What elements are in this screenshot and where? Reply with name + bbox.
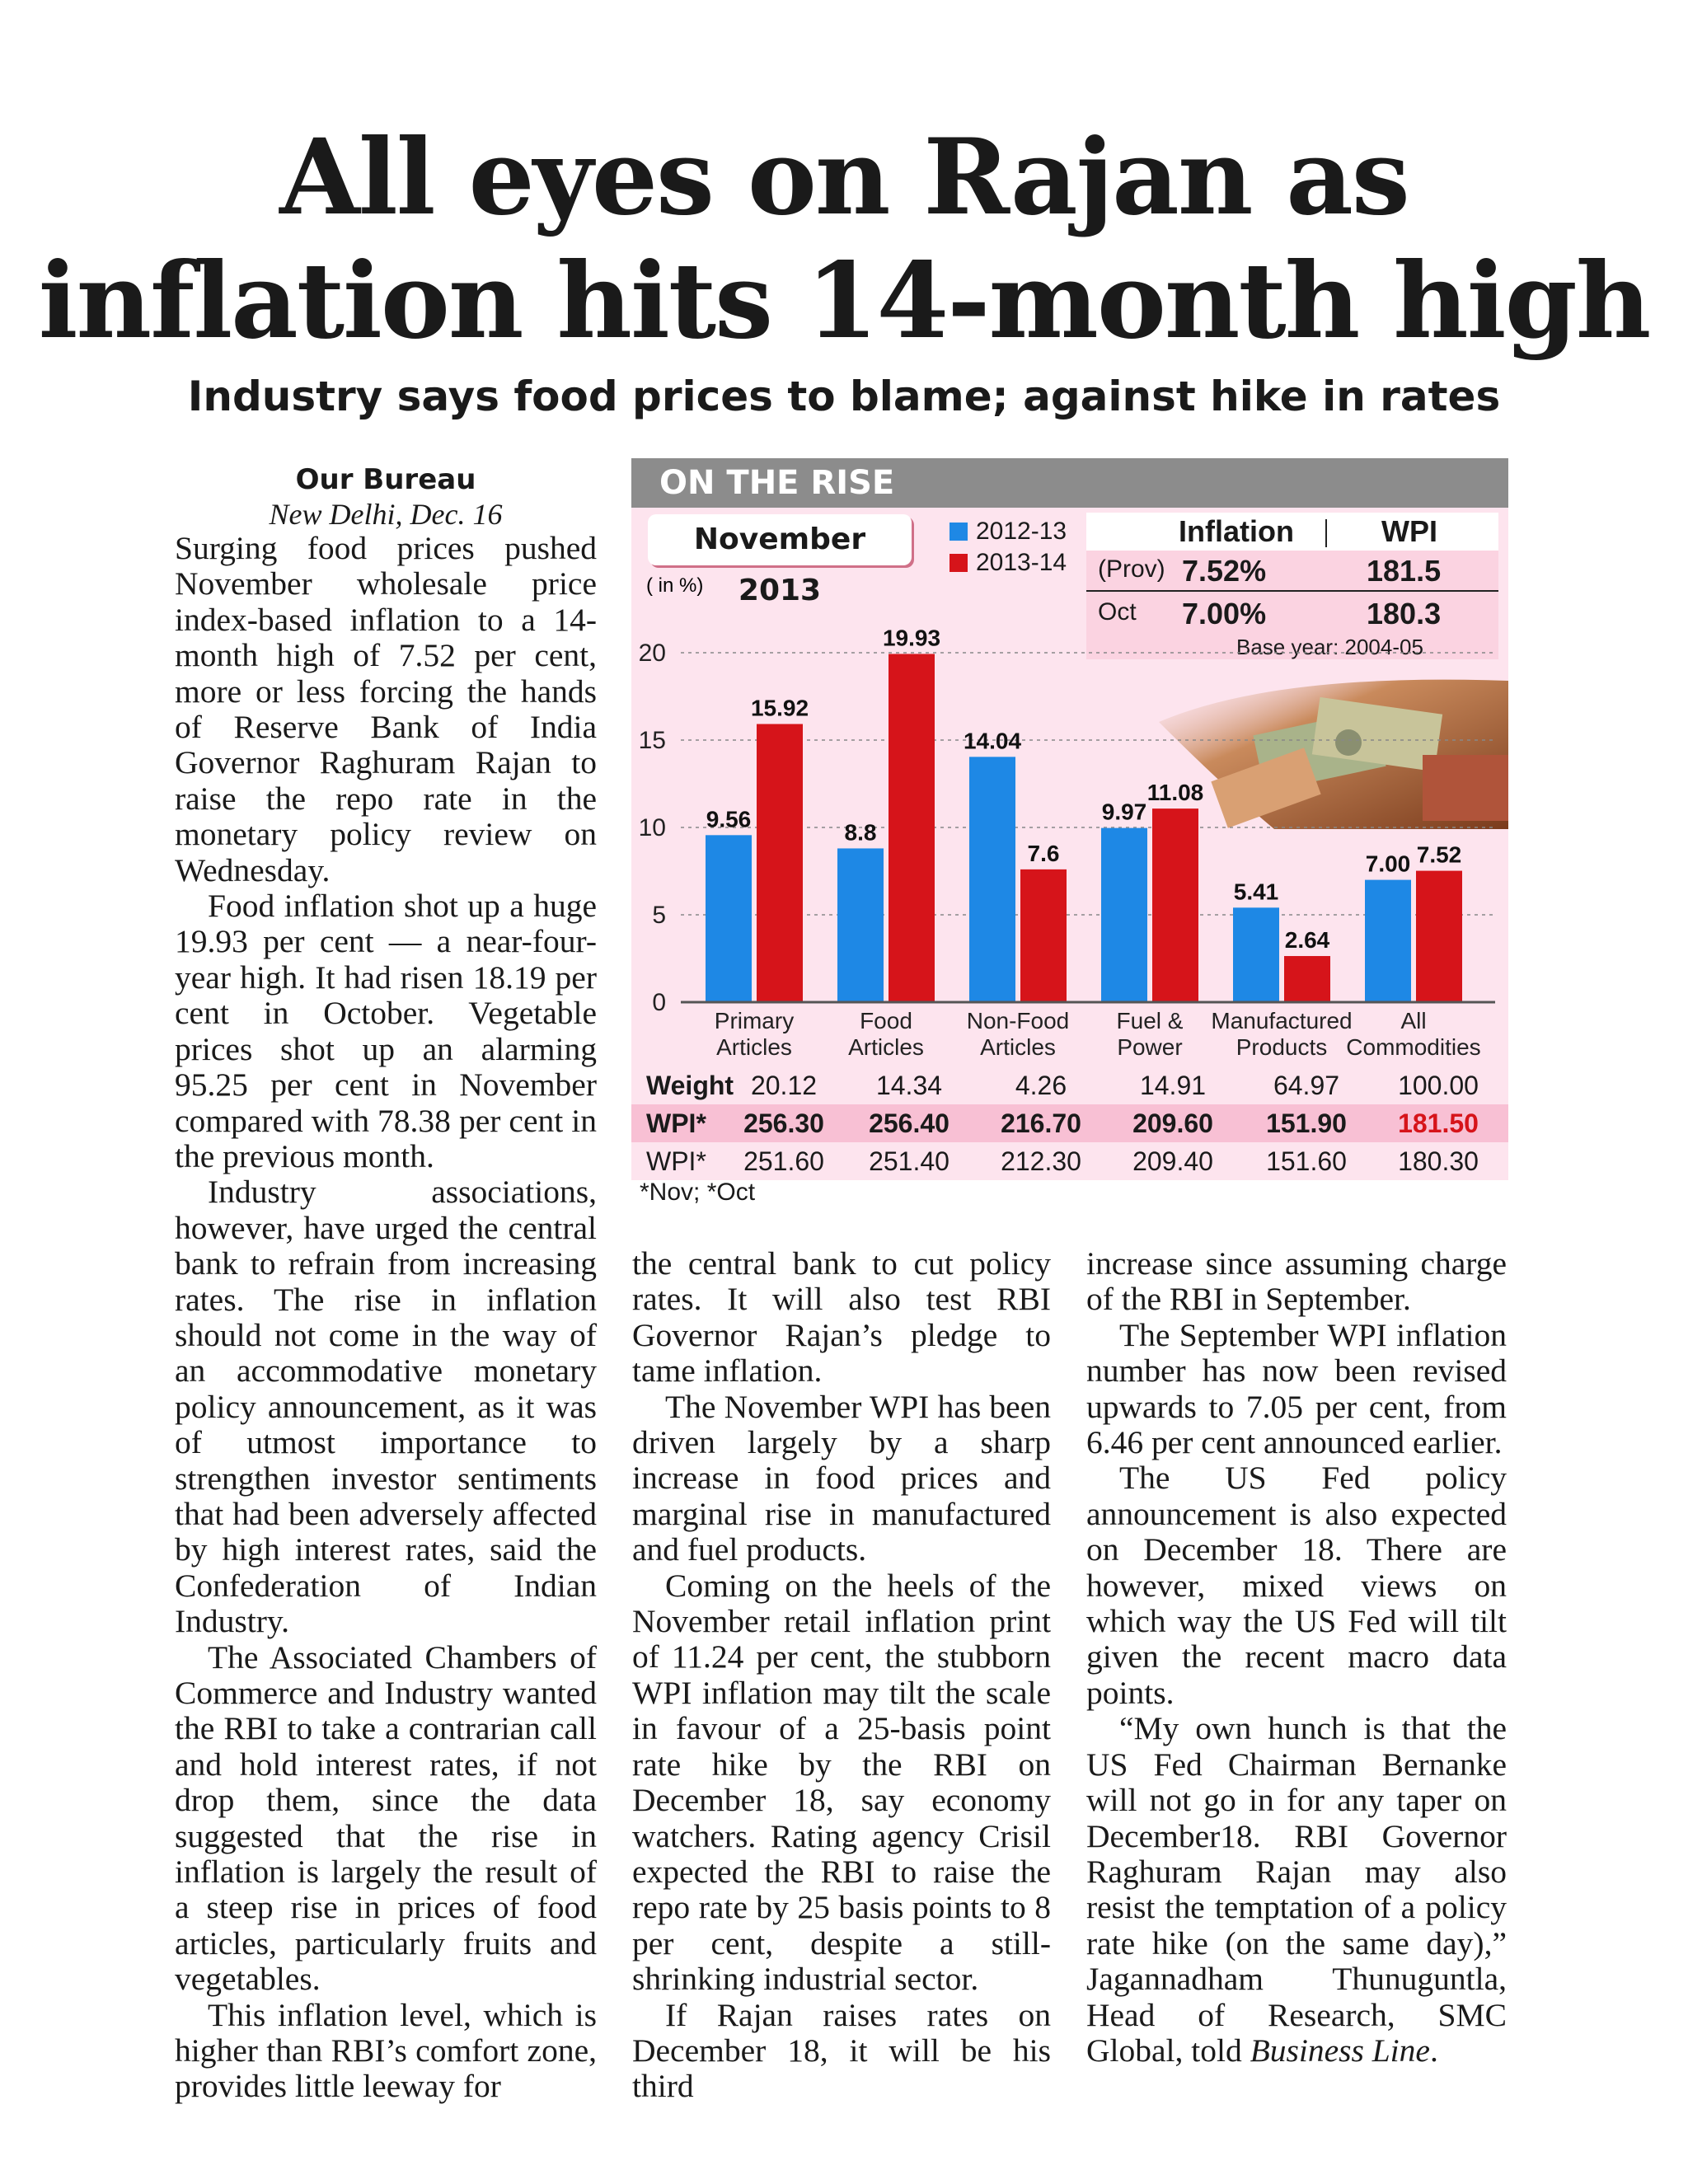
inflation-graphic: [631, 458, 1508, 1206]
paragraph: The Associated Chambers of Commerce and Industry wanted the RBI to take a contrarian call and hold interest rates, if not drop them, since the data suggested that the rise in inflation is largely the result of a steep rise in prices of food articles, particularly fruits and vegetables.: [175, 1638, 597, 1998]
article-column-1: [175, 462, 597, 2105]
graphic-title: ON THE RISE: [659, 464, 895, 502]
table-cell: 14.34: [875, 1071, 943, 1100]
table-row-wpi-nov: [631, 1104, 1508, 1142]
period: .: [1429, 2032, 1438, 2069]
quote-text: “My own hunch is that the US Fed Chairman Bernanke will not go in for any taper on December18. RBI Governor Raghuram Rajan may also resist the temptation of a policy rate hike (on the same day),” Jagannadham Thunuguntla, Head of Research, SMC Global, told: [1086, 1710, 1507, 2069]
bar-value-label: 7.00: [1365, 851, 1411, 877]
article-column-3: [1086, 1246, 1507, 2069]
y-axis-unit-label: ( in %): [646, 574, 704, 597]
bar-2012-13: [1233, 907, 1279, 1002]
x-tick-label: Articles: [848, 1034, 924, 1060]
table-cell: 151.90: [1266, 1108, 1347, 1138]
headline-line-1: All eyes on Rajan as: [279, 116, 1409, 238]
inflation-bar-chart: [631, 508, 1508, 1060]
bar-value-label: 15.92: [750, 695, 809, 721]
base-year-note: Base year: 2004-05: [1236, 635, 1423, 659]
bar-2013-14: [1152, 808, 1198, 1002]
table-row-wpi-oct: [631, 1142, 1508, 1180]
prov-wpi: 181.5: [1367, 554, 1442, 588]
bar-value-label: 9.97: [1101, 799, 1147, 825]
dateline: New Delhi, Dec. 16: [269, 498, 503, 531]
table-cell-highlight: 181.50: [1398, 1108, 1479, 1138]
table-row-weight: [631, 1066, 1508, 1104]
bar-value-label: 19.93: [882, 625, 941, 651]
legend-label: 2013-14: [976, 549, 1067, 576]
paragraph: Coming on the heels of the November retail inflation print of 11.24 per cent, the stubborn WPI inflation may tilt the scale in favour of a 25-basis point rate hike by the RBI on December 18, say economy watchers. Rating agency Crisil expected the RBI to raise the repo rate by 25 basis points to 8 per cent, despite a still-shrinking industrial sector.: [632, 1567, 1051, 1998]
paragraph: Industry associations, however, have urged the central bank to refrain from increasing rates. The rise in inflation should not come in the way of an accommodative monetary policy announcement, as it was of utmost importance to strengthen investor sentiments that had been adversely affected by high interest rates, said the Confederation of Indian Industry.: [175, 1174, 597, 1640]
bar-2013-14: [1020, 869, 1067, 1002]
paragraph: Food inflation shot up a huge 19.93 per cent — a near-four-year high. It had risen 18.19 per cent in October. Vegetable prices shot up an alarming 95.25 per cent in November compared with 78.38 per cent in the previous month.: [175, 888, 597, 1174]
paragraph: If Rajan raises rates on December 18, it will be his third: [632, 1996, 1051, 2105]
paragraph: increase since assuming charge of the RBI in September.: [1086, 1245, 1507, 1318]
bar-2012-13: [837, 848, 884, 1002]
table-cell: 251.60: [743, 1146, 824, 1176]
bar-value-label: 2.64: [1284, 927, 1330, 954]
subheadline: Industry says food prices to blame; against hike in rates: [187, 373, 1501, 420]
x-tick-label: Products: [1236, 1034, 1328, 1060]
x-tick-label: Commodities: [1346, 1034, 1481, 1060]
row-label-weight: Weight: [646, 1071, 734, 1100]
oct-label: Oct: [1098, 598, 1137, 626]
row-label-wpi-oct: WPI*: [646, 1146, 706, 1176]
y-axis-ticks: [639, 640, 666, 1016]
bar-value-label: 14.04: [963, 728, 1022, 754]
table-cell: 209.60: [1132, 1108, 1213, 1138]
x-tick-label: All: [1400, 1008, 1427, 1033]
headline-line-2: inflation hits 14-month high: [38, 240, 1650, 362]
paragraph: The US Fed policy announcement is also expected on December 18. There are however, mixed views on which way the US Fed will tilt given the recent macro data points.: [1086, 1460, 1507, 1711]
y-tick-label: 0: [652, 989, 666, 1016]
bar-value-label: 7.52: [1416, 841, 1462, 868]
bar-value-label: 8.8: [844, 819, 877, 846]
table-cell: 180.30: [1398, 1146, 1479, 1176]
row-label-wpi-nov: WPI*: [646, 1108, 706, 1138]
info-header-inflation: Inflation: [1179, 514, 1294, 548]
table-cell: 14.91: [1139, 1071, 1207, 1100]
bar-2012-13: [706, 835, 752, 1002]
paragraph: the central bank to cut policy rates. It will also test RBI Governor Rajan’s pledge to tame inflation.: [632, 1245, 1051, 1390]
y-tick-label: 15: [638, 727, 666, 754]
paragraph: The November WPI has been driven largely by a sharp increase in food prices and marginal rise in manufactured and fuel products.: [632, 1388, 1051, 1568]
bars: [706, 625, 1481, 1060]
oct-inflation: 7.00%: [1182, 597, 1267, 630]
paragraph: This inflation level, which is higher than RBI’s comfort zone, provides little leeway for: [175, 1996, 597, 2105]
bar-value-label: 7.6: [1027, 840, 1060, 866]
bar-2012-13: [969, 757, 1015, 1002]
bar-value-label: 5.41: [1233, 879, 1279, 905]
table-cell: 212.30: [1001, 1146, 1081, 1176]
x-tick-label: Food: [860, 1008, 912, 1033]
info-header-wpi: WPI: [1381, 514, 1437, 548]
bar-2013-14: [889, 654, 935, 1002]
x-tick-label: Articles: [716, 1034, 792, 1060]
paragraph: The September WPI inflation number has now been revised upwards to 7.05 per cent, from 6.46 per cent announced earlier.: [1086, 1316, 1507, 1461]
table-cell: 216.70: [1001, 1108, 1081, 1138]
table-cell: 20.12: [750, 1071, 818, 1100]
graphic-title-bar: [631, 458, 1508, 508]
byline: Our Bureau: [295, 463, 476, 496]
paragraph: [1086, 1711, 1507, 2069]
y-tick-label: 20: [638, 640, 666, 667]
bar-2012-13: [1101, 828, 1147, 1002]
table-cell: 256.30: [743, 1108, 824, 1138]
publication-name: Business Line: [1250, 2032, 1430, 2069]
legend-label: 2012-13: [976, 518, 1067, 545]
bar-2013-14: [757, 724, 803, 1002]
bar-value-label: 11.08: [1146, 780, 1204, 806]
y-tick-label: 5: [652, 902, 666, 929]
x-tick-label: Non-Food: [966, 1008, 1070, 1033]
paragraph: Surging food prices pushed November wholesale price index-based inflation to a 14-month high of 7.52 per cent, more or less forcing the hands of Reserve Bank of India Governor Raghuram Rajan to raise the repo rate in the monetary policy review on Wednesday.: [175, 530, 597, 888]
headline: [0, 115, 1688, 363]
table-cell: 256.40: [869, 1108, 950, 1138]
table-cell: 100.00: [1398, 1071, 1479, 1100]
month-badge: November 2013: [648, 514, 912, 565]
bar-2013-14: [1416, 871, 1462, 1002]
x-tick-label: Power: [1117, 1034, 1183, 1060]
x-tick-label: Primary: [714, 1008, 795, 1033]
y-tick-label: 10: [638, 814, 666, 841]
x-tick-label: Manufactured: [1211, 1008, 1353, 1033]
prov-label: (Prov): [1098, 555, 1165, 583]
x-tick-label: Fuel &: [1116, 1008, 1184, 1033]
prov-inflation: 7.52%: [1182, 554, 1267, 588]
table-cell: 151.60: [1266, 1146, 1347, 1176]
x-tick-label: Articles: [980, 1034, 1056, 1060]
table-cell: 4.26: [1015, 1071, 1067, 1100]
bar-2013-14: [1284, 956, 1330, 1002]
oct-wpi: 180.3: [1367, 597, 1442, 630]
bar-2012-13: [1365, 880, 1411, 1002]
bar-value-label: 9.56: [706, 806, 752, 832]
table-cell: 251.40: [869, 1146, 950, 1176]
footnote: *Nov; *Oct: [640, 1179, 756, 1206]
table-cell: 64.97: [1273, 1071, 1340, 1100]
table-cell: 209.40: [1132, 1146, 1213, 1176]
article-column-2: [632, 1246, 1051, 2105]
